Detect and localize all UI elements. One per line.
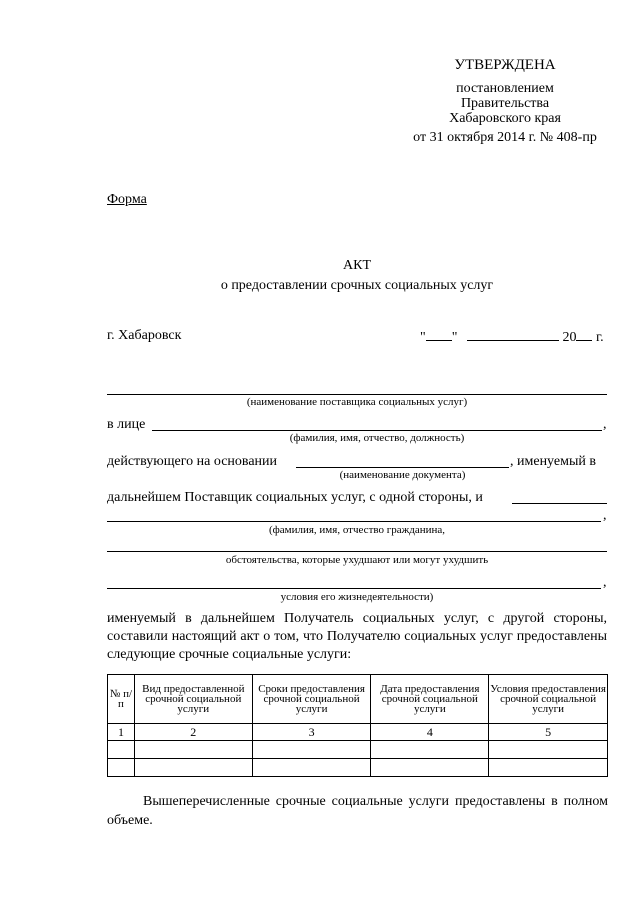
conditions-caption: условия его жизнедеятельности)	[280, 591, 434, 603]
approval-date: от 31 октября 2014 г. № 408-пр	[413, 130, 597, 145]
table-row	[108, 759, 608, 777]
col-number: 4	[371, 724, 489, 741]
form-label: Форма	[107, 192, 147, 207]
comma: ,	[603, 417, 607, 432]
acting-on-label: действующего на основании	[107, 454, 278, 469]
approval-line: Хабаровского края	[449, 111, 561, 126]
table-row	[108, 741, 608, 759]
header-date: Дата предоставления срочной социальной услуги	[371, 675, 489, 724]
month-field[interactable]	[467, 328, 559, 341]
table-cell[interactable]	[371, 741, 489, 759]
approval-line: Правительства	[460, 96, 550, 111]
header-terms: Сроки предоставления срочной социальной услуги	[252, 675, 371, 724]
document-caption: (наименование документа)	[339, 469, 466, 481]
citizen-caption: (фамилия, имя, отчество гражданина,	[268, 524, 446, 536]
person-name-field[interactable]	[152, 430, 602, 431]
title-main: АКТ	[343, 258, 371, 273]
table-cell[interactable]	[134, 741, 252, 759]
table-cell[interactable]	[252, 741, 371, 759]
header-service-type: Вид предоставленной срочной социальной услуги	[134, 675, 252, 724]
year-field[interactable]	[576, 328, 592, 341]
citizen-name-field-start[interactable]	[512, 503, 607, 504]
approval-title: УТВЕРЖДЕНА	[454, 57, 556, 73]
table-header-row	[108, 675, 608, 724]
header-number: № п/п	[108, 675, 135, 724]
table-cell[interactable]	[252, 759, 371, 777]
provider-caption: (наименование поставщика социальных услуг)	[246, 396, 468, 408]
further-provider-text: дальнейшем Поставщик социальных услуг, с одной стороны, и	[107, 490, 483, 505]
final-paragraph: Вышеперечисленные срочные социальные услуги предоставлены в полном объеме.	[107, 794, 608, 828]
table-cell[interactable]	[489, 741, 608, 759]
document-name-field[interactable]	[296, 467, 509, 468]
named-in-label: , именуемый в	[510, 454, 596, 469]
header-conditions: Условия предоставления срочной социальной услуги	[489, 675, 608, 724]
in-person-label: в лице	[107, 417, 146, 432]
date-line: " " 20 г.	[420, 330, 604, 345]
table-cell[interactable]	[371, 759, 489, 777]
services-table	[107, 674, 608, 777]
col-number: 2	[134, 724, 252, 741]
comma: ,	[603, 575, 607, 590]
approval-line: постановлением	[456, 81, 554, 96]
person-caption: (фамилия, имя, отчество, должность)	[289, 432, 465, 444]
day-field[interactable]	[426, 328, 452, 341]
table-cell[interactable]	[134, 759, 252, 777]
citizen-name-field[interactable]	[107, 521, 601, 522]
document-title	[107, 256, 607, 296]
col-number: 5	[489, 724, 608, 741]
col-number: 3	[252, 724, 371, 741]
table-cell[interactable]	[108, 759, 135, 777]
approval-block	[380, 58, 630, 145]
city-label: г. Хабаровск	[107, 328, 182, 343]
col-number: 1	[108, 724, 135, 741]
circumstances-field[interactable]	[107, 551, 607, 552]
comma: ,	[603, 508, 607, 523]
conditions-field[interactable]	[107, 588, 601, 589]
provider-name-field[interactable]	[107, 394, 607, 395]
table-numbers-row	[108, 724, 608, 741]
table-cell[interactable]	[489, 759, 608, 777]
recipient-paragraph: именуемый в дальнейшем Получатель социальных услуг, с другой стороны, составили настоящий акт о том, что Получателю социальных услуг предоставлены следующие срочные социальные услуги:	[107, 611, 607, 662]
table-cell[interactable]	[108, 741, 135, 759]
title-sub: о предоставлении срочных социальных услуг	[220, 278, 494, 293]
circumstances-caption: обстоятельства, которые ухудшают или могут ухудшить	[225, 554, 489, 566]
